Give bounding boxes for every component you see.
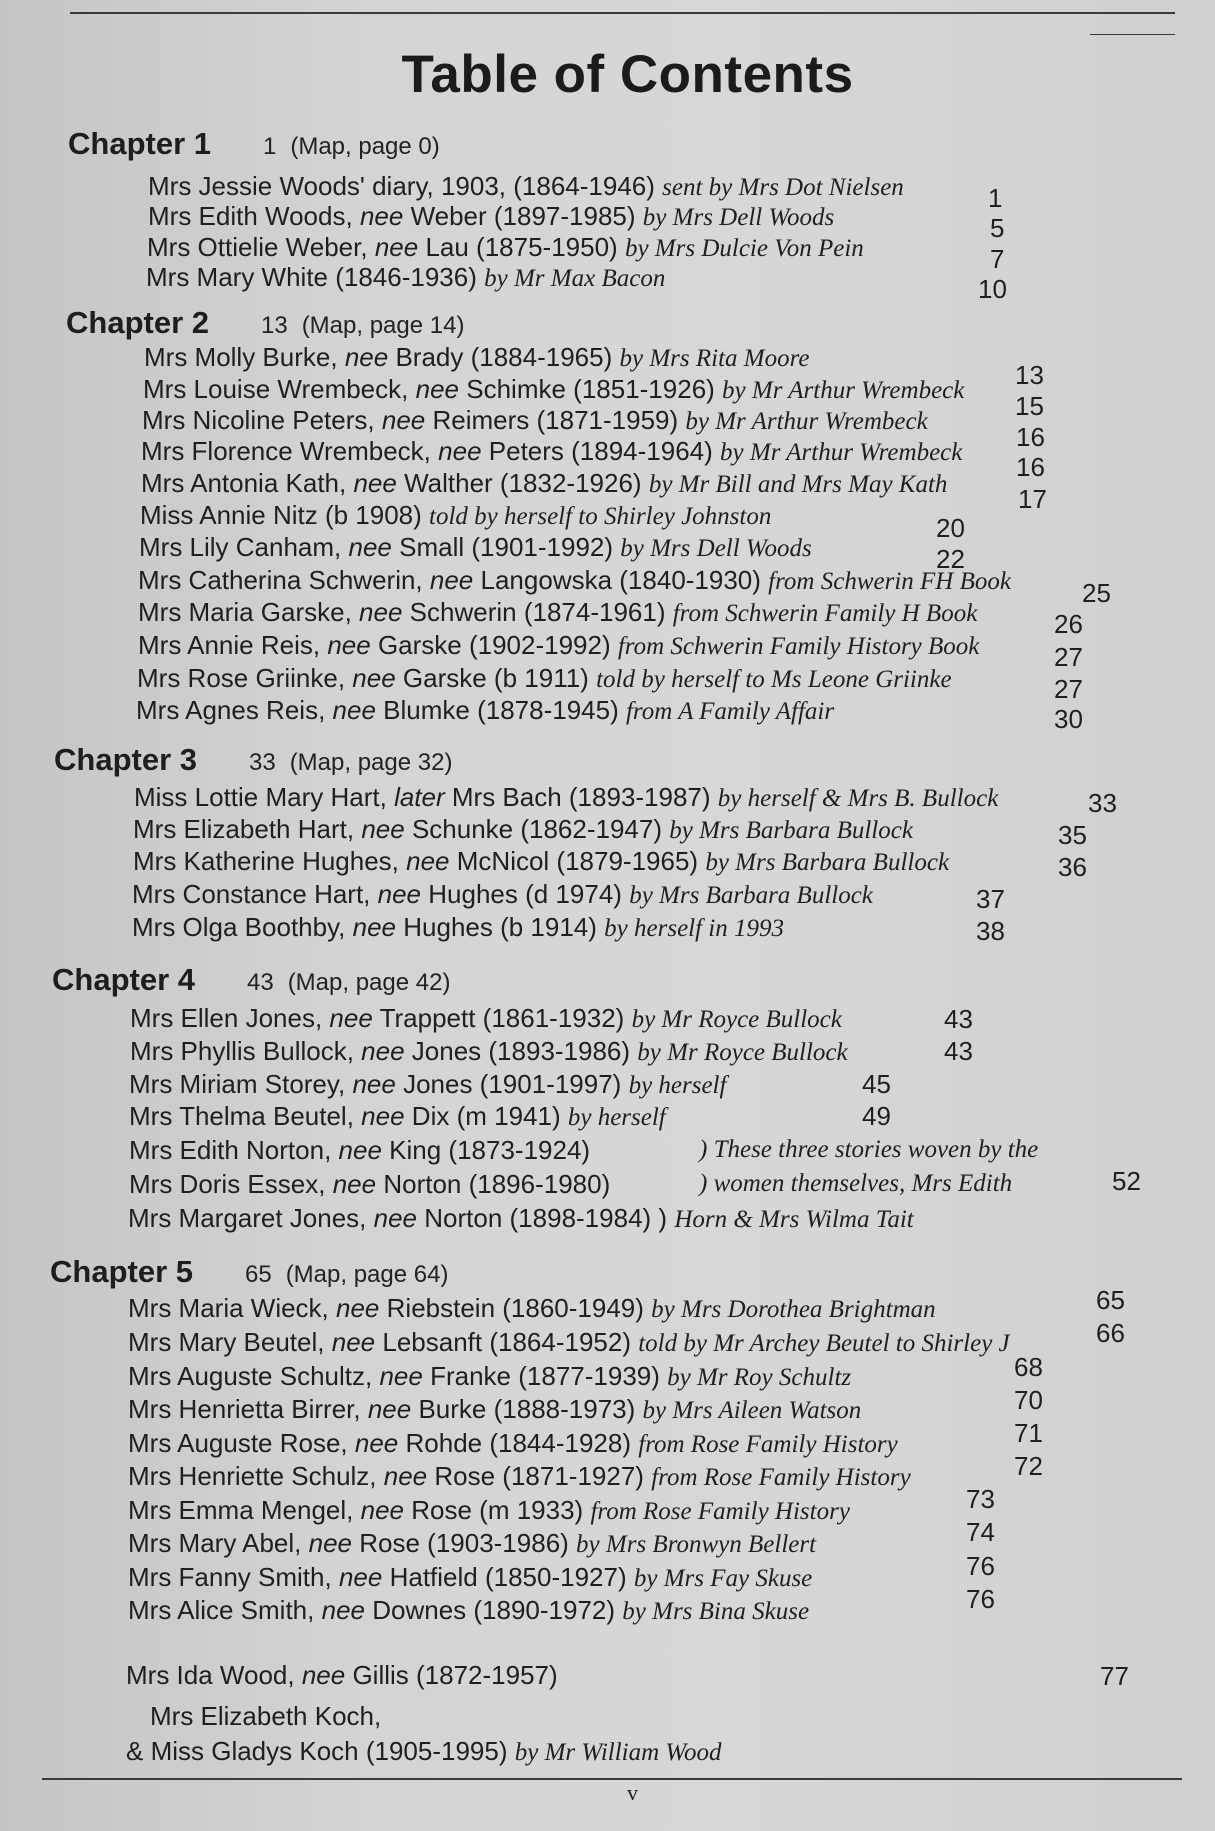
entry-name: Mrs Louise Wrembeck,	[143, 374, 409, 404]
entry-name: Mrs Constance Hart,	[132, 879, 371, 909]
entry-nee: nee	[373, 1203, 418, 1233]
entry-maiden-name: Dix (m 1941)	[411, 1101, 561, 1131]
chapter-heading	[52, 962, 450, 998]
entry-nee: nee	[361, 814, 405, 844]
entry-name: Mrs Elizabeth Koch,	[150, 1701, 382, 1731]
entry-page-number: 76	[966, 1584, 995, 1614]
entry-name: Mrs Henriette Schulz,	[128, 1461, 377, 1491]
toc-entry	[129, 1135, 1039, 1165]
entry-name: Mrs Ottielie Weber,	[147, 232, 368, 262]
entry-maiden-name: Weber (1897-1985)	[410, 201, 636, 231]
entry-nee: nee	[377, 879, 422, 909]
entry-page-number: 35	[1058, 820, 1087, 850]
toc-entry	[133, 816, 913, 843]
toc-entry	[128, 1564, 812, 1591]
entry-credit: by Mr Royce Bullock	[637, 1039, 848, 1066]
toc-entry	[143, 376, 964, 403]
entry-credit: told by herself to Shirley Johnston	[429, 503, 772, 530]
entry-nee: nee	[374, 232, 419, 262]
entry-nee: nee	[352, 912, 397, 942]
entry-page-number: 25	[1082, 578, 1111, 608]
entry-page-number: 74	[966, 1517, 995, 1547]
entry-maiden-name: Riebstein (1860-1949)	[386, 1293, 644, 1323]
entry-page-number: 65	[1096, 1285, 1125, 1315]
page-title: Table of Contents	[401, 45, 854, 104]
entry-name: Mrs Emma Mengel,	[128, 1495, 354, 1525]
entry-maiden-name: Blumke (1878-1945)	[383, 695, 619, 725]
entry-nee: nee	[332, 695, 376, 725]
entry-credit: Horn & Mrs Wilma Tait	[674, 1206, 914, 1233]
entry-page-number: 70	[1014, 1385, 1043, 1415]
toc-entry	[140, 502, 771, 529]
toc-entry	[126, 1738, 721, 1765]
entry-credit: by Mrs Dell Woods	[642, 204, 835, 231]
entry-page-number: 72	[1014, 1451, 1043, 1481]
entry-nee: nee	[338, 1562, 383, 1592]
entry-name: Mrs Katherine Hughes,	[133, 846, 399, 876]
entry-nee: nee	[406, 846, 450, 876]
entry-page-number: 13	[1015, 360, 1044, 390]
entry-name: Miss Annie Nitz (b 1908)	[140, 500, 422, 530]
entry-page-number: 66	[1096, 1318, 1125, 1348]
entry-maiden-name: Hughes (b 1914)	[403, 912, 597, 942]
chapter-name: Chapter 2	[66, 305, 209, 340]
entry-page-number: 52	[1112, 1166, 1141, 1196]
entry-name: Mrs Maria Wieck,	[128, 1293, 329, 1323]
entry-name: Mrs Maria Garske,	[138, 597, 352, 627]
chapter-heading	[68, 126, 440, 162]
chapter-map-ref: (Map, page 64)	[285, 1261, 449, 1288]
toc-entry	[129, 1071, 726, 1098]
entry-credit: by Mr William Wood	[514, 1739, 722, 1766]
toc-entry	[128, 1329, 1010, 1356]
entry-nee: nee	[359, 201, 404, 231]
entry-maiden-name: Norton (1898-1984) )	[424, 1203, 668, 1233]
entry-page-number: 10	[978, 274, 1007, 304]
toc-entry	[128, 1363, 851, 1390]
chapter-name: Chapter 4	[52, 962, 195, 997]
entry-name: Mrs Fanny Smith,	[128, 1562, 332, 1592]
entry-credit: from Rose Family History	[590, 1498, 850, 1525]
entry-credit: by Mr Arthur Wrembeck	[685, 408, 928, 435]
entry-page-number: 7	[990, 244, 1005, 274]
entry-credit: from Rose Family History	[638, 1431, 898, 1458]
entry-page-number: 43	[944, 1004, 973, 1034]
chapter-name: Chapter 3	[54, 742, 197, 777]
entry-maiden-name: Garske (b 1911)	[402, 663, 589, 693]
entry-credit: by Mrs Aileen Watson	[642, 1397, 862, 1424]
toc-entry	[128, 1497, 850, 1524]
entry-nee: nee	[354, 1428, 399, 1458]
entry-nee: nee	[352, 1069, 396, 1099]
chapter-start-page: 33	[248, 749, 276, 776]
entry-page-number: 30	[1054, 704, 1083, 734]
entry-name: Mrs Mary White (1846-1936)	[146, 262, 477, 292]
entry-name: Mrs Miriam Storey,	[129, 1069, 346, 1099]
entry-nee: nee	[327, 630, 371, 660]
entry-maiden-name: Garske (1902-1992)	[377, 630, 611, 660]
toc-entry	[129, 1169, 1013, 1199]
entry-page-number: 43	[944, 1036, 973, 1066]
toc-entry	[144, 344, 810, 371]
entry-page-number: 22	[936, 544, 965, 574]
toc-entry	[138, 632, 979, 659]
entry-name: Mrs Ellen Jones,	[130, 1003, 323, 1033]
entry-nee: nee	[336, 1293, 380, 1323]
entry-credit: by Mr Arthur Wrembeck	[720, 439, 963, 466]
entry-maiden-name: Jones (1901-1997)	[403, 1069, 622, 1099]
entry-name: Mrs Elizabeth Hart,	[133, 814, 355, 844]
toc-entry	[146, 264, 665, 291]
entry-name: Mrs Mary Beutel,	[128, 1327, 325, 1357]
entry-maiden-name: Rohde (1844-1928)	[405, 1428, 632, 1458]
top-rule-short	[1090, 34, 1175, 35]
entry-nee: nee	[438, 436, 482, 466]
entry-credit: by Mrs Rita Moore	[619, 345, 810, 372]
entry-later: later	[394, 782, 445, 812]
entry-name: Mrs Edith Norton,	[129, 1135, 332, 1165]
entry-name: Mrs Lily Canham,	[139, 532, 342, 562]
entry-credit: from Schwerin FH Book	[768, 568, 1011, 595]
toc-entry	[128, 1463, 911, 1490]
entry-maiden-name: Downes (1890-1972)	[372, 1595, 616, 1625]
toc-entry	[128, 1295, 936, 1322]
entry-name: Mrs Edith Woods,	[148, 201, 353, 231]
toc-entry	[141, 438, 962, 465]
chapter-name: Chapter 5	[50, 1254, 193, 1289]
entry-name: Mrs Molly Burke,	[144, 342, 338, 372]
entry-credit: by Mrs Bronwyn Bellert	[576, 1531, 817, 1558]
entry-name: Mrs Margaret Jones,	[128, 1203, 367, 1233]
chapter-map-ref: (Map, page 42)	[287, 969, 451, 996]
entry-page-number: 76	[966, 1551, 995, 1581]
chapter-start-page: 1	[262, 133, 277, 160]
entry-nee: nee	[329, 1003, 373, 1033]
toc-entry	[130, 1005, 842, 1032]
entry-nee: nee	[321, 1595, 365, 1625]
entry-maiden-name: Brady (1884-1965)	[395, 342, 613, 372]
entry-maiden-name: Rose (1871-1927)	[434, 1461, 644, 1491]
entry-page-number: 38	[976, 916, 1005, 946]
toc-entry	[128, 1530, 816, 1557]
toc-entry	[128, 1430, 898, 1457]
entry-nee: nee	[359, 597, 403, 627]
entry-page-number: 26	[1054, 609, 1083, 639]
entry-name: Mrs Agnes Reis,	[136, 695, 326, 725]
entry-name: Mrs Nicoline Peters,	[142, 405, 375, 435]
entry-credit: told by herself to Ms Leone Griinke	[596, 666, 952, 693]
entry-credit: by Mrs Barbara Bullock	[669, 817, 913, 844]
entry-name: Mrs Jessie Woods' diary, 1903, (1864-1946)	[148, 171, 655, 201]
entry-credit: from A Family Affair	[625, 698, 835, 725]
entry-later-name: Mrs Bach (1893-1987)	[451, 782, 711, 812]
entry-credit: by Mrs Dulcie Von Pein	[624, 235, 864, 262]
entry-maiden-name: Peters (1894-1964)	[488, 436, 713, 466]
entry-credit: by herself in 1993	[604, 915, 785, 942]
entry-maiden-name: Small (1901-1992)	[399, 532, 614, 562]
entry-page-number: 33	[1088, 788, 1117, 818]
entry-name: Mrs Annie Reis,	[138, 630, 321, 660]
entry-name: Mrs Olga Boothby,	[132, 912, 346, 942]
entry-name: Mrs Henrietta Birrer,	[128, 1394, 361, 1424]
entry-page-number: 36	[1058, 852, 1087, 882]
entry-maiden-name: Gillis (1872-1957)	[352, 1660, 558, 1690]
entry-name: Mrs Mary Abel,	[128, 1528, 302, 1558]
entry-page-number: 16	[1016, 452, 1045, 482]
entry-maiden-name: Burke (1888-1973)	[418, 1394, 636, 1424]
entry-name: Mrs Phyllis Bullock,	[130, 1036, 354, 1066]
chapter-map-ref: (Map, page 32)	[289, 749, 453, 776]
entry-credit: by Mrs Bina Skuse	[622, 1598, 810, 1625]
entry-maiden-name: McNicol (1879-1965)	[456, 846, 699, 876]
entry-name: Mrs Auguste Schultz,	[128, 1361, 373, 1391]
entry-maiden-name: Rose (m 1933)	[411, 1495, 584, 1525]
entry-maiden-name: Schunke (1862-1947)	[411, 814, 662, 844]
entry-page-number: 71	[1014, 1418, 1043, 1448]
entry-page-number: 16	[1016, 422, 1045, 452]
toc-entry	[132, 881, 873, 908]
entry-name: Mrs Doris Essex,	[129, 1169, 326, 1199]
entry-nee: nee	[361, 1036, 405, 1066]
toc-entry	[128, 1597, 809, 1624]
entry-name: Mrs Auguste Rose,	[128, 1428, 348, 1458]
chapter-heading	[54, 742, 452, 778]
entry-nee: nee	[361, 1101, 405, 1131]
entry-page-number: 68	[1014, 1352, 1043, 1382]
entry-nee: nee	[415, 374, 459, 404]
entry-maiden-name: Schimke (1851-1926)	[466, 374, 715, 404]
toc-entry	[136, 697, 834, 724]
entry-page-number: 20	[936, 513, 965, 543]
entry-maiden-name: Jones (1893-1986)	[411, 1036, 631, 1066]
toc-entry	[148, 203, 834, 230]
toc-entry	[130, 1038, 848, 1065]
entry-credit: by Mr Max Bacon	[484, 265, 666, 292]
entry-maiden-name: Langowska (1840-1930)	[480, 565, 761, 595]
page-folio: v	[627, 1780, 638, 1805]
chapter-map-ref: (Map, page 0)	[290, 133, 440, 160]
entry-maiden-name: Rose (1903-1986)	[359, 1528, 569, 1558]
toc-entry	[138, 567, 1011, 594]
entry-credit: by Mrs Barbara Bullock	[705, 849, 950, 876]
entry-name: Mrs Rose Griinke,	[137, 663, 346, 693]
toc-entry	[128, 1205, 914, 1232]
entry-maiden-name: Schwerin (1874-1961)	[409, 597, 666, 627]
entry-name: Mrs Florence Wrembeck,	[141, 436, 431, 466]
entry-credit: by Mr Bill and Mrs May Kath	[648, 471, 948, 498]
entry-credit: from Schwerin Family History Book	[617, 633, 980, 660]
chapter-start-page: 43	[246, 969, 274, 996]
entry-maiden-name: Norton (1896-1980)	[383, 1169, 611, 1199]
toc-entry	[129, 1103, 666, 1130]
entry-maiden-name: Franke (1877-1939)	[430, 1361, 660, 1391]
toc-entry	[148, 173, 904, 200]
entry-name: & Miss Gladys Koch (1905-1995)	[126, 1736, 508, 1766]
entry-page-number: 1	[988, 183, 1003, 213]
chapter-start-page: 13	[260, 312, 288, 339]
entry-credit: by Mrs Dell Woods	[620, 535, 812, 562]
entry-nee: nee	[331, 1327, 376, 1357]
entry-page-number: 17	[1018, 484, 1047, 514]
entry-credit: from Schwerin Family H Book	[672, 600, 978, 627]
entry-name: Mrs Antonia Kath,	[141, 468, 347, 498]
toc-entry	[126, 1662, 558, 1688]
entry-nee: nee	[308, 1528, 352, 1558]
entry-nee: nee	[353, 468, 397, 498]
entry-page-number: 15	[1015, 391, 1044, 421]
entry-nee: nee	[344, 342, 389, 372]
entry-nee: nee	[383, 1461, 428, 1491]
entry-page-number: 45	[862, 1069, 891, 1099]
toc-entry	[147, 234, 864, 261]
toc-entry	[128, 1396, 861, 1423]
entry-maiden-name: Lebsanft (1864-1952)	[382, 1327, 631, 1357]
toc-entry	[141, 470, 947, 497]
entry-credit: ) These three stories woven by the	[699, 1136, 1039, 1163]
toc-entry	[142, 407, 928, 434]
toc-entry	[139, 534, 812, 561]
entry-credit: by Mr Arthur Wrembeck	[722, 377, 965, 404]
entry-credit: by Mr Roy Schultz	[667, 1364, 852, 1391]
entry-nee: nee	[332, 1169, 377, 1199]
entry-nee: nee	[338, 1135, 382, 1165]
entry-page-number: 5	[990, 213, 1005, 243]
toc-entry	[150, 1703, 381, 1730]
entry-page-number: 73	[966, 1484, 995, 1514]
toc-entry	[132, 914, 784, 941]
entry-name: Mrs Thelma Beutel,	[129, 1101, 354, 1131]
top-rule	[70, 12, 1175, 14]
entry-page-number: 37	[976, 884, 1005, 914]
entry-page-number: 77	[1100, 1661, 1129, 1691]
entry-maiden-name: King (1873-1924)	[389, 1135, 591, 1165]
entry-page-number: 49	[862, 1101, 891, 1131]
entry-nee: nee	[381, 405, 426, 435]
chapter-map-ref: (Map, page 14)	[301, 312, 465, 339]
entry-maiden-name: Trappett (1861-1932)	[379, 1003, 625, 1033]
entry-page-number: 27	[1054, 642, 1083, 672]
toc-entry	[137, 665, 952, 692]
toc-entry	[138, 599, 977, 626]
entry-maiden-name: Hughes (d 1974)	[428, 879, 622, 909]
toc-entry	[134, 784, 998, 811]
entry-nee: nee	[301, 1660, 346, 1690]
entry-credit: by herself & Mrs B. Bullock	[717, 785, 999, 812]
entry-credit: told by Mr Archey Beutel to Shirley J	[638, 1330, 1010, 1357]
entry-credit: sent by Mrs Dot Nielsen	[662, 174, 904, 201]
entry-name: Mrs Alice Smith,	[128, 1595, 315, 1625]
entry-nee: nee	[429, 565, 474, 595]
entry-credit: by Mrs Dorothea Brightman	[651, 1296, 936, 1323]
entry-nee: nee	[379, 1361, 423, 1391]
entry-maiden-name: Walther (1832-1926)	[404, 468, 642, 498]
entry-credit: by herself	[628, 1072, 727, 1099]
entry-name: Miss Lottie Mary Hart,	[134, 782, 387, 812]
chapter-name: Chapter 1	[68, 126, 211, 161]
chapter-start-page: 65	[244, 1261, 272, 1288]
entry-credit: by Mrs Fay Skuse	[633, 1565, 813, 1592]
entry-nee: nee	[348, 532, 392, 562]
entry-page-number: 27	[1054, 674, 1083, 704]
entry-maiden-name: Reimers (1871-1959)	[432, 405, 679, 435]
chapter-heading	[50, 1254, 448, 1290]
entry-credit: by herself	[567, 1104, 666, 1131]
chapter-heading	[66, 305, 464, 341]
entry-credit: by Mr Royce Bullock	[631, 1006, 842, 1033]
entry-maiden-name: Hatfield (1850-1927)	[389, 1562, 627, 1592]
entry-nee: nee	[352, 663, 396, 693]
toc-entry	[133, 848, 949, 875]
entry-nee: nee	[360, 1495, 405, 1525]
entry-credit: by Mrs Barbara Bullock	[629, 882, 873, 909]
entry-credit: from Rose Family History	[651, 1464, 911, 1491]
entry-name: Mrs Catherina Schwerin,	[138, 565, 423, 595]
entry-credit: ) women themselves, Mrs Edith	[699, 1170, 1013, 1197]
entry-maiden-name: Lau (1875-1950)	[425, 232, 618, 262]
entry-nee: nee	[367, 1394, 412, 1424]
entry-name: Mrs Ida Wood,	[126, 1660, 295, 1690]
